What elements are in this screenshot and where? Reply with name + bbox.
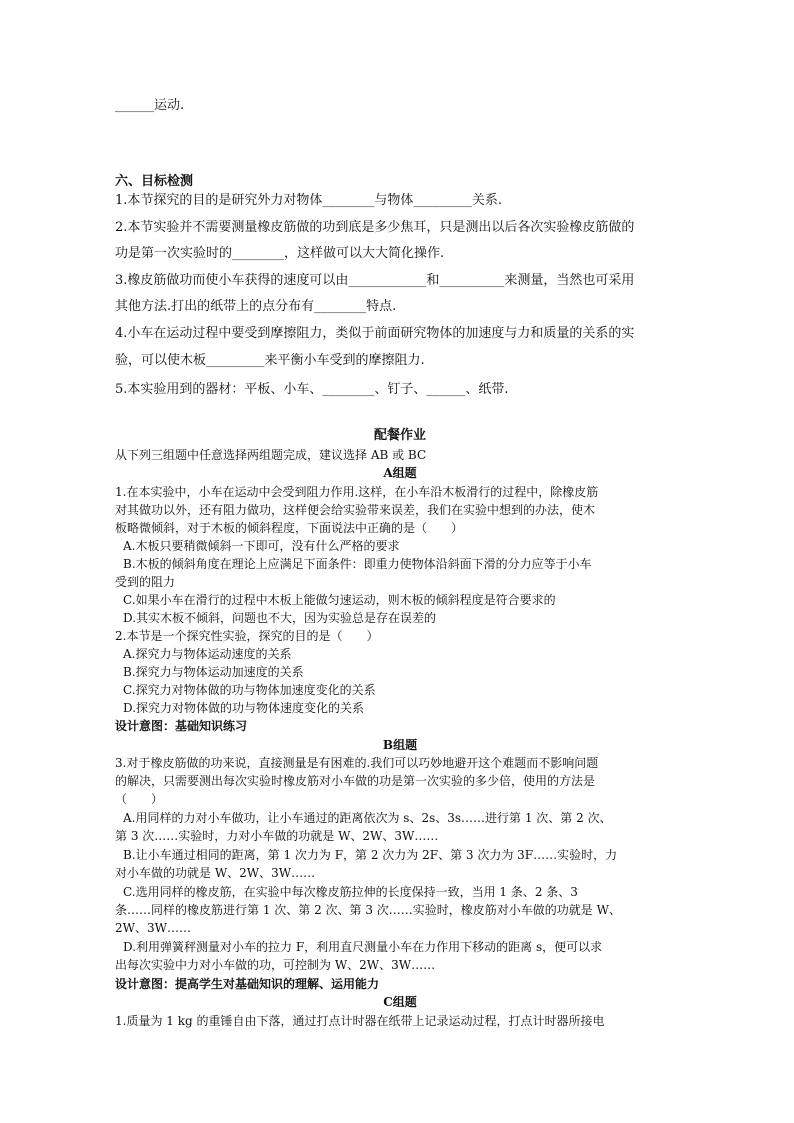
text-line: C.选用同样的橡皮筋，在实验中每次橡皮筋拉伸的长度保持一致，当用 1 条、2 条、3 xyxy=(123,885,578,899)
text-line: 3.对于橡皮筋做的功来说，直接测量是有困难的.我们可以巧妙地避开这个难题而不影响问题 xyxy=(115,756,599,770)
text-line: A.探究力与物体运动速度的关系 xyxy=(123,647,292,661)
text-line: A组题 xyxy=(383,466,417,480)
text-line: 六、目标检测 xyxy=(115,174,194,189)
text-line: A.用同样的力对小车做功，让小车通过的距离依次为 s、2s、3s……进行第 1 次、第 2 次、 xyxy=(123,811,612,825)
text-line: 从下列三组题中任意选择两组题完成，建议选择 AB 或 BC xyxy=(115,448,427,462)
text-line: 2W、3W…… xyxy=(115,921,191,935)
text-line: 板略微倾斜，对于木板的倾斜程度，下面说法中正确的是（ ） xyxy=(115,521,464,535)
text-line: 4.小车在运动过程中要受到摩擦阻力，类似于前面研究物体的加速度与力和质量的关系的实 xyxy=(115,326,635,341)
text-line: 2.本节实验并不需要测量橡皮筋做的功到底是多少焦耳，只是测出以后各次实验橡皮筋做的 xyxy=(115,220,635,235)
text-line: 条……同样的橡皮筋进行第 1 次、第 2 次、第 3 次……实验时，橡皮筋对小车做的功就是 W、 xyxy=(115,903,621,917)
text-line: 对小车做的功就是 W、2W、3W…… xyxy=(115,866,316,880)
text-line: D.利用弹簧秤测量对小车的拉力 F，利用直尺测量小车在力作用下移动的距离 s，便可以求 xyxy=(123,940,603,954)
text-line: C.如果小车在滑行的过程中木板上能做匀速运动，则木板的倾斜程度是符合要求的 xyxy=(123,593,556,607)
text-line: 配餐作业 xyxy=(373,428,426,443)
text-line: 对其做功以外，还有阻力做功，这样便会给实验带来误差，我们在实验中想到的办法，使木 xyxy=(115,503,596,517)
text-line: 1.本节探究的目的是研究外力对物体________与物体_________关系. xyxy=(115,193,503,208)
text-line: D.其实木板不倾斜，问题也不大，因为实验总是存在误差的 xyxy=(123,611,437,625)
text-line: （ ） xyxy=(115,792,164,806)
text-line: B.探究力与物体运动加速度的关系 xyxy=(123,665,304,679)
text-line: 其他方法.打出的纸带上的点分布有________特点. xyxy=(115,299,397,314)
text-line: A.木板只要稍微倾斜一下即可，没有什么严格的要求 xyxy=(123,539,400,553)
text-line: 2.本节是一个探究性实验，探究的目的是（ ） xyxy=(115,629,379,643)
text-line: 5.本实验用到的器材：平板、小车、________、钉子、______、纸带. xyxy=(115,382,509,397)
text-line: 设计意图：基础知识练习 xyxy=(115,719,248,733)
text-line: 受到的阻力 xyxy=(115,575,176,589)
text-line: 的解决，只需要测出每次实验时橡皮筋对小车做的功是第一次实验的多少倍，使用的方法是 xyxy=(115,774,596,788)
text-line: 功是第一次实验时的________，这样做可以大大简化操作. xyxy=(115,246,445,261)
text-line: 出每次实验中力对小车做的功，可控制为 W、2W、3W…… xyxy=(115,958,436,972)
text-line: 1.质量为 1 kg 的重锤自由下落，通过打点计时器在纸带上记录运动过程，打点计时器所接电 xyxy=(115,1014,605,1028)
text-line: B.木板的倾斜角度在理论上应满足下面条件：即重力使物体沿斜面下滑的分力应等于小车 xyxy=(123,557,592,571)
text-line: 第 3 次……实验时，力对小车做的功就是 W、2W、3W…… xyxy=(115,829,439,843)
text-line: 3.橡皮筋做功而使小车获得的速度可以由____________和__________来测量，当然也可采用 xyxy=(115,273,635,288)
text-line: 1.在本实验中，小车在运动中会受到阻力作用.这样，在小车沿木板滑行的过程中，除橡皮筋 xyxy=(115,485,599,499)
text-line: C.探究力对物体做的功与物体加速度变化的关系 xyxy=(123,683,376,697)
text-line: B组题 xyxy=(382,738,418,752)
text-line: B.让小车通过相同的距离，第 1 次力为 F，第 2 次力为 2F、第 3 次力为 3F……实验时，力 xyxy=(123,848,618,862)
text-line: 设计意图：提高学生对基础知识的理解、运用能力 xyxy=(115,977,380,991)
text-line: 验，可以使木板_________来平衡小车受到的摩擦阻力. xyxy=(115,353,425,368)
text-line: D.探究力对物体做的功与物体速度变化的关系 xyxy=(123,701,365,715)
text-line: ______运动. xyxy=(115,98,185,113)
text-line: C组题 xyxy=(383,995,417,1009)
